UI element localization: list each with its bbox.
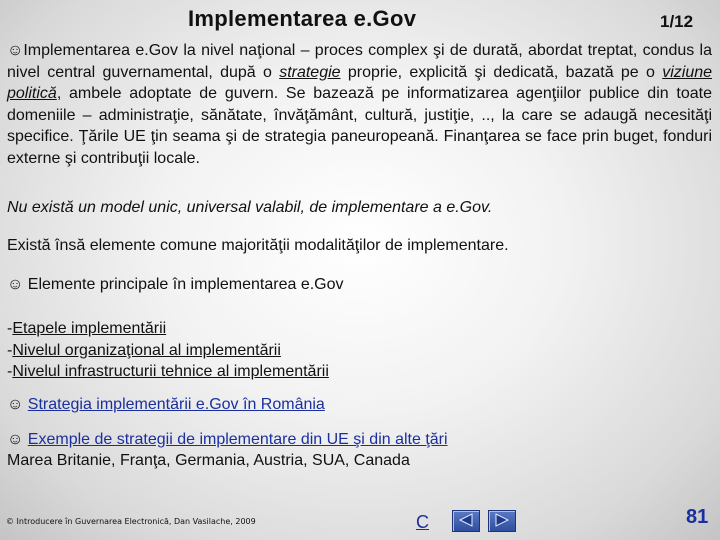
link-strategia-romania[interactable]: Strategia implementării e.Gov în România <box>27 396 325 413</box>
page-counter: 1/12 <box>660 12 694 31</box>
slide-title: Implementarea e.Gov <box>188 6 417 31</box>
principal-elements-line <box>7 274 344 296</box>
smiley-bullet-icon: ☺ <box>7 276 24 293</box>
intro-text-1: Implementarea e.Gov la nivel naţional – proces complex şi de durată, abordat treptat, condus la nivel central guvernamental, după o <box>7 42 712 81</box>
footer-credit: © Introducere în Guvernarea Electronică, Dan Vasilache, 2009 <box>6 517 256 526</box>
footer-c-link[interactable]: C <box>416 512 429 532</box>
examples-line <box>7 429 448 451</box>
strategie-term: strategie <box>279 63 341 81</box>
prev-slide-button[interactable] <box>452 510 480 532</box>
link-etapele[interactable]: Etapele implementării <box>12 320 167 337</box>
link-nivel-organizational[interactable]: Nivelul organizaţional al implementării <box>12 341 281 359</box>
smiley-bullet-icon: ☺ <box>7 396 24 413</box>
implementation-links <box>7 318 329 383</box>
no-model-text: Nu există un model unic, universal valabil, de implementare a e.Gov. <box>7 199 493 216</box>
intro-text-3: , ambele adoptate de guvern. Se bazează pe informatizarea agenţiilor publice din toate domeniile – administraţie, sănătate, învăţământ, cultură, justiţie, .., la care se adaugă necesităţi specifice. Ţările UE ţin seama şi de strategia paneuropeană. Finanţarea se face prin buget, fonduri externe şi contribuţii locale. <box>7 85 712 167</box>
list-item: -Etapele implementării <box>7 320 167 337</box>
next-slide-button[interactable] <box>488 510 516 532</box>
link-exemple-strategii[interactable]: Exemple de strategii de implementare din UE şi din alte ţări <box>27 431 448 448</box>
list-item: -Nivelul infrastructurii tehnice al implementării <box>7 363 329 380</box>
list-item: -Nivelul organizaţional al implementării <box>7 341 281 359</box>
smiley-bullet-icon: ☺ <box>7 42 24 59</box>
viziune-term: viziune politică <box>7 63 713 102</box>
link-nivel-infrastructura[interactable]: Nivelul infrastructurii tehnice al implementării <box>12 363 329 380</box>
smiley-bullet-icon: ☺ <box>7 431 24 448</box>
strategy-line <box>7 394 325 416</box>
intro-text-2: proprie, explicită şi dedicată, bazată pe o <box>340 63 663 81</box>
slide-number: 81 <box>686 506 709 528</box>
arrow-left-icon <box>458 513 474 527</box>
principal-elements-text: Elemente principale în implementarea e.Gov <box>27 276 344 293</box>
arrow-right-icon <box>494 513 510 527</box>
common-elements-text: Există însă elemente comune majorităţii modalităţilor de implementare. <box>7 237 509 254</box>
countries-text: Marea Britanie, Franţa, Germania, Austria, SUA, Canada <box>7 452 410 469</box>
intro-paragraph <box>7 40 712 169</box>
